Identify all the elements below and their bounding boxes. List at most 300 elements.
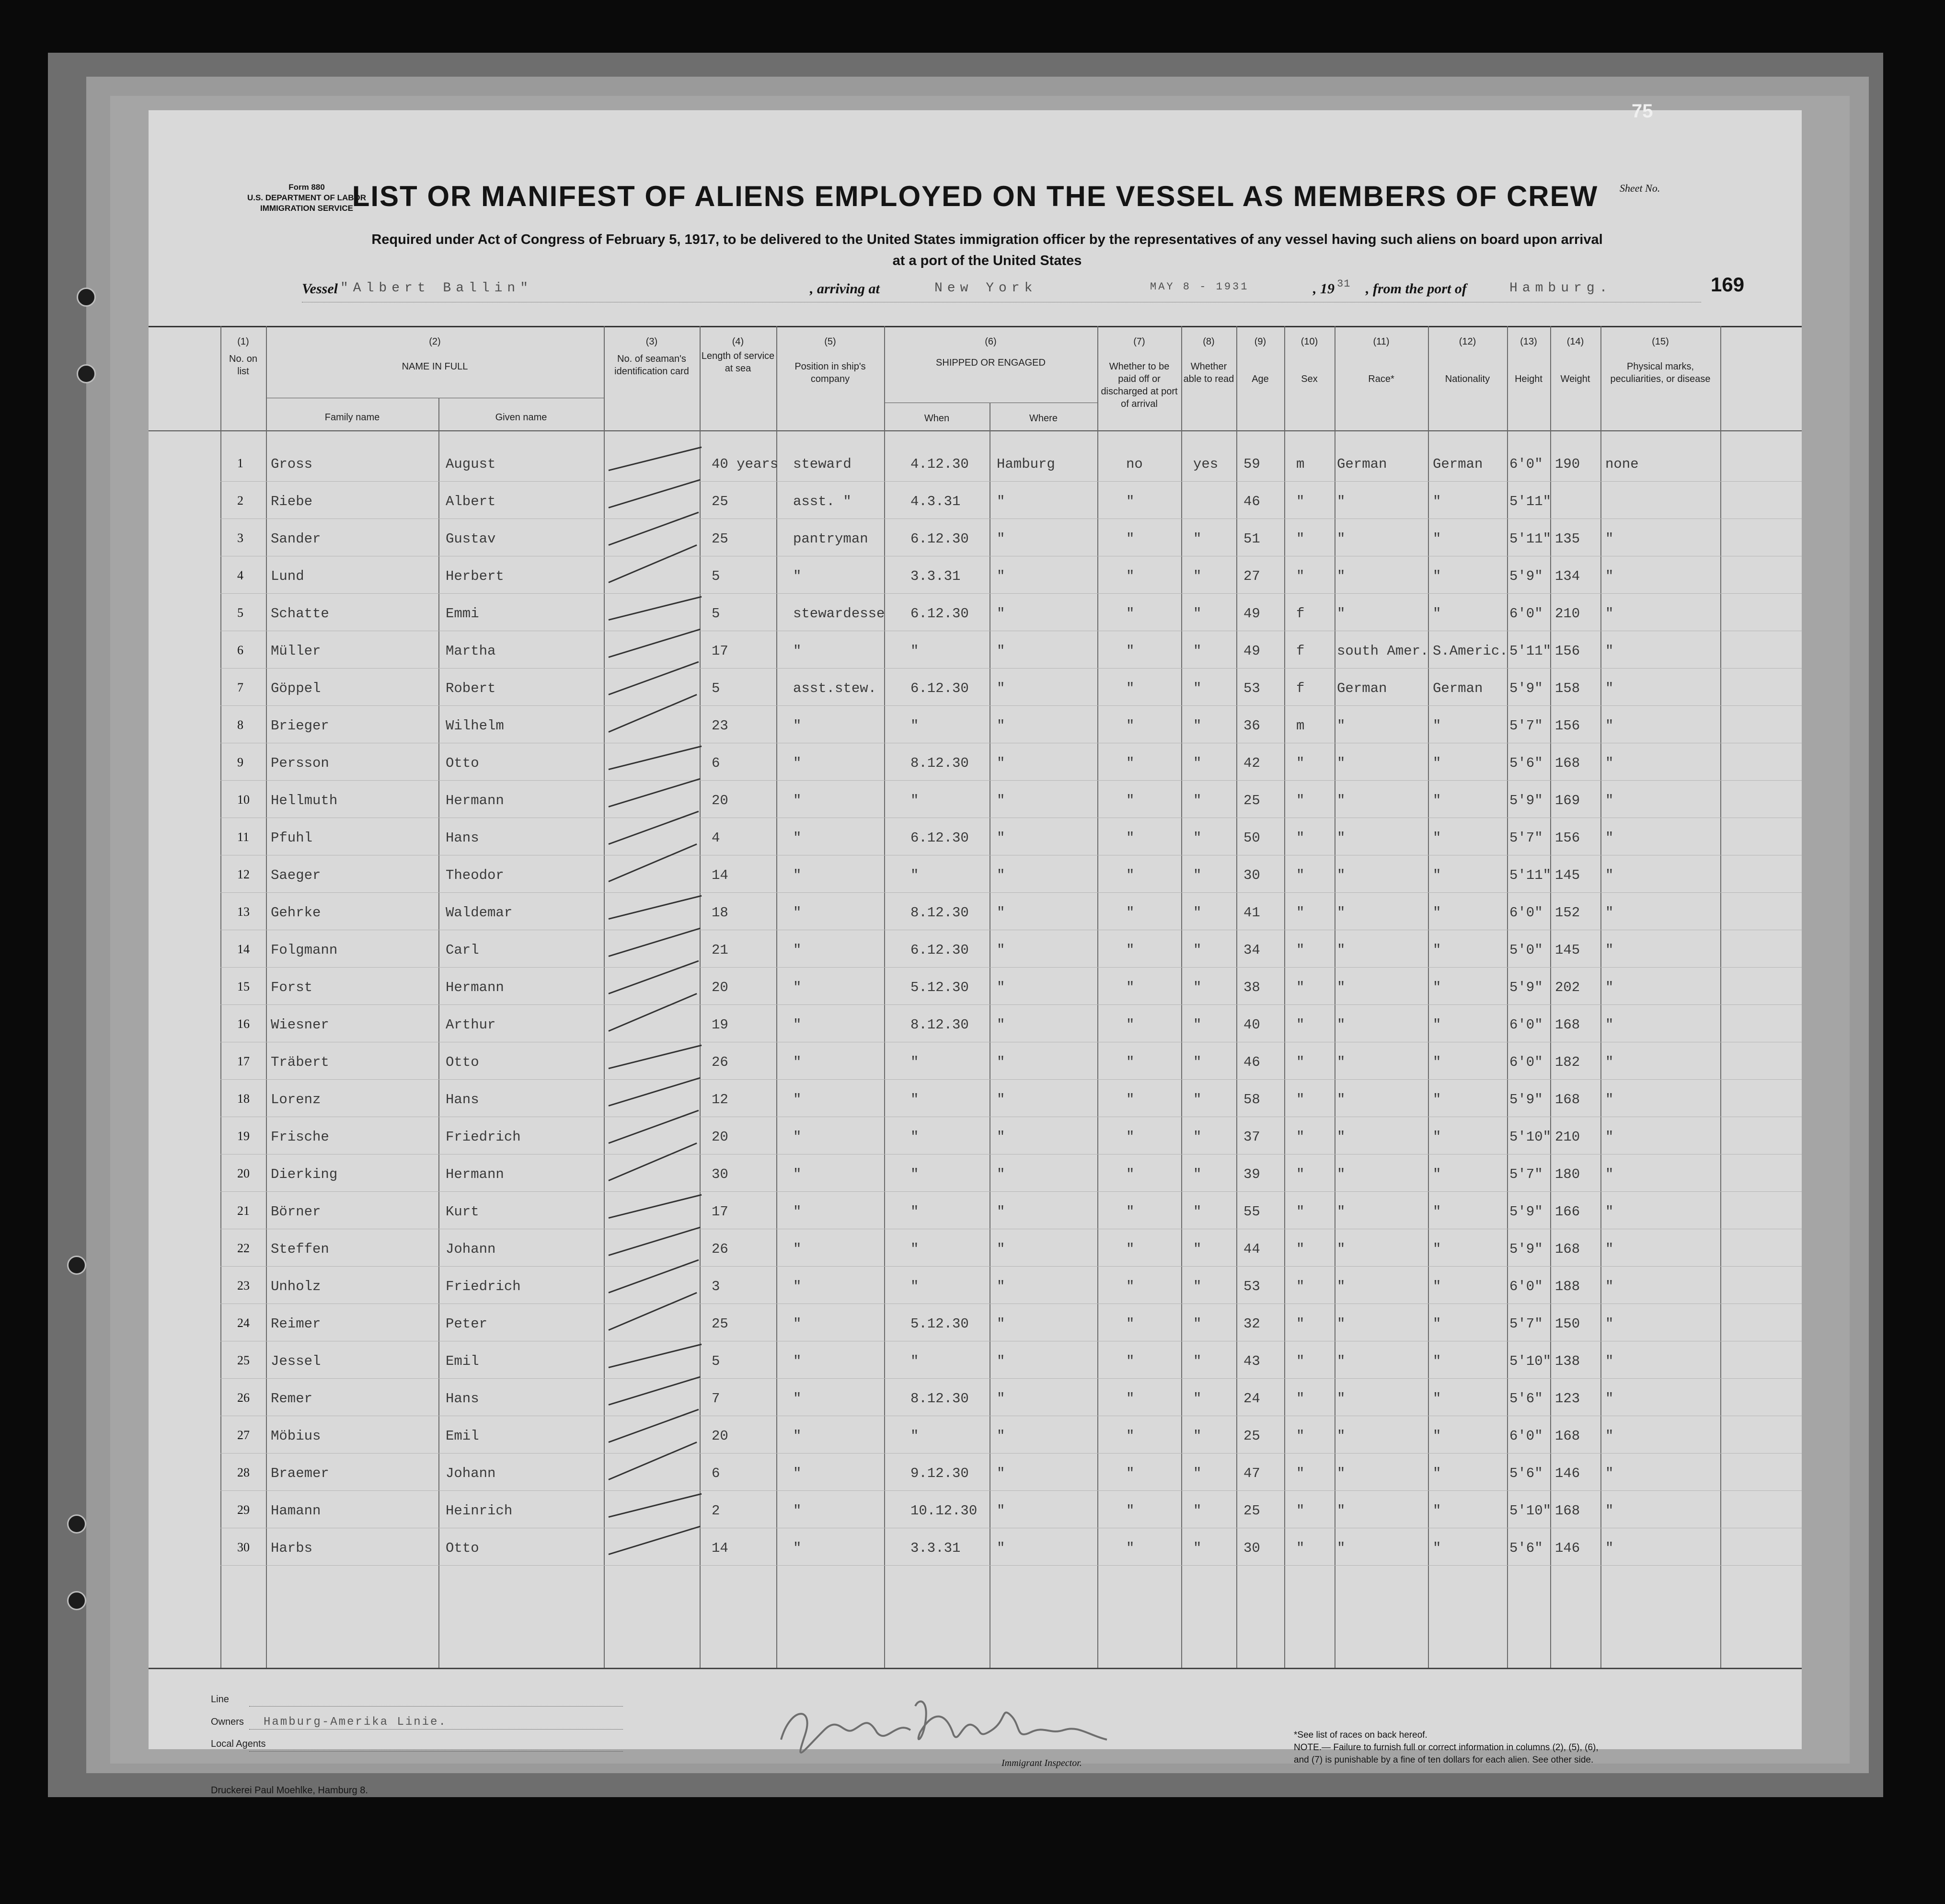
physical-marks: "	[1605, 718, 1614, 734]
position: "	[793, 1017, 802, 1033]
nationality: "	[1433, 867, 1441, 883]
height: 5'7"	[1509, 718, 1543, 734]
race: "	[1337, 1428, 1346, 1444]
service-length: 26	[712, 1054, 728, 1070]
age: 47	[1243, 1466, 1260, 1481]
family-name: Unholz	[271, 1279, 321, 1294]
position: "	[793, 1391, 802, 1407]
age: 40	[1243, 1017, 1260, 1033]
given-name: Hermann	[446, 1166, 504, 1182]
table-row	[149, 1156, 1802, 1194]
family-name: Sander	[271, 531, 321, 547]
service-length: 20	[712, 1428, 728, 1444]
agents-field	[249, 1751, 623, 1752]
col-num: (2)	[429, 336, 441, 347]
family-name: Jessel	[271, 1353, 321, 1369]
family-name: Wiesner	[271, 1017, 329, 1033]
nationality: German	[1433, 456, 1483, 472]
family-name: Pfuhl	[271, 830, 313, 846]
weight: 168	[1555, 1017, 1580, 1033]
paid-off: "	[1126, 494, 1135, 509]
col-header-idcard	[606, 335, 697, 378]
binder-hole	[77, 288, 96, 307]
able-to-read: "	[1193, 830, 1202, 846]
year-prefix: , 19	[1313, 281, 1335, 297]
nationality: "	[1433, 1353, 1441, 1369]
physical-marks: "	[1605, 755, 1614, 771]
sex: f	[1296, 643, 1305, 659]
col-num: (14)	[1566, 336, 1584, 347]
race: "	[1337, 1353, 1346, 1369]
col-title: Weight	[1560, 374, 1590, 384]
shipped-when: 3.3.31	[910, 1540, 961, 1556]
col-header-position	[776, 335, 884, 385]
shipped-where: "	[997, 606, 1005, 622]
sex: "	[1296, 494, 1305, 509]
family-name: Schatte	[271, 606, 329, 622]
given-name: Arthur	[446, 1017, 496, 1033]
sex: "	[1296, 1391, 1305, 1407]
physical-marks: "	[1605, 1316, 1614, 1332]
able-to-read: "	[1193, 1540, 1202, 1556]
family-name: Träbert	[271, 1054, 329, 1070]
row-number: 25	[237, 1353, 250, 1367]
sex: "	[1296, 793, 1305, 808]
col-header-name	[266, 335, 604, 373]
height: 6'0"	[1509, 905, 1543, 921]
weight: 182	[1555, 1054, 1580, 1070]
sex: "	[1296, 1428, 1305, 1444]
weight: 168	[1555, 1241, 1580, 1257]
age: 37	[1243, 1129, 1260, 1145]
shipped-when: "	[910, 718, 919, 734]
age: 32	[1243, 1316, 1260, 1332]
weight: 145	[1555, 942, 1580, 958]
col-num: (6)	[985, 336, 997, 347]
table-row	[149, 857, 1802, 895]
shipped-when: 4.3.31	[910, 494, 961, 509]
service-length: 4	[712, 830, 720, 846]
table-row	[149, 483, 1802, 521]
col-title: No. on list	[229, 354, 257, 377]
race: "	[1337, 1241, 1346, 1257]
able-to-read: "	[1193, 1241, 1202, 1257]
table-row	[149, 969, 1802, 1007]
given-name: Emil	[446, 1428, 479, 1444]
height: 5'6"	[1509, 1391, 1543, 1407]
col-header-service	[700, 335, 776, 375]
able-to-read: "	[1193, 681, 1202, 696]
table-row	[149, 558, 1802, 596]
family-name: Gehrke	[271, 905, 321, 921]
shipped-when: 8.12.30	[910, 755, 969, 771]
weight: 210	[1555, 1129, 1580, 1145]
table-row	[149, 1006, 1802, 1045]
shipped-where: Hamburg	[997, 456, 1055, 472]
race: "	[1337, 1391, 1346, 1407]
shipped-when: "	[910, 1129, 919, 1145]
age: 50	[1243, 830, 1260, 846]
physical-marks: "	[1605, 1054, 1614, 1070]
nationality: "	[1433, 568, 1441, 584]
col-title: SHIPPED OR ENGAGED	[936, 358, 1046, 368]
able-to-read: "	[1193, 1503, 1202, 1519]
sex: "	[1296, 1092, 1305, 1108]
shipped-when: "	[910, 867, 919, 883]
shipped-where: "	[997, 1428, 1005, 1444]
col-title: Age	[1252, 374, 1269, 384]
row-number: 9	[237, 755, 243, 769]
paid-off: "	[1126, 942, 1135, 958]
family-name: Reimer	[271, 1316, 321, 1332]
service-length: 3	[712, 1279, 720, 1294]
row-number: 13	[237, 905, 250, 919]
physical-marks: "	[1605, 1540, 1614, 1556]
height: 5'9"	[1509, 1092, 1543, 1108]
weight: 146	[1555, 1540, 1580, 1556]
race: "	[1337, 1054, 1346, 1070]
col-header-where: Where	[1029, 413, 1058, 424]
binder-hole	[67, 1256, 86, 1275]
ruled-line	[220, 1490, 1802, 1491]
race: "	[1337, 1279, 1346, 1294]
family-name: Forst	[271, 980, 313, 995]
shipped-when: 8.12.30	[910, 1391, 969, 1407]
age: 27	[1243, 568, 1260, 584]
age: 53	[1243, 681, 1260, 696]
age: 43	[1243, 1353, 1260, 1369]
able-to-read: "	[1193, 1279, 1202, 1294]
height: 5'9"	[1509, 793, 1543, 808]
shipped-where: "	[997, 867, 1005, 883]
position: "	[793, 1353, 802, 1369]
vessel-line	[302, 278, 1701, 302]
service-length: 25	[712, 494, 728, 509]
paid-off: "	[1126, 568, 1135, 584]
paid-off: "	[1126, 718, 1135, 734]
position: "	[793, 830, 802, 846]
ruled-line	[220, 1453, 1802, 1454]
table-row	[149, 633, 1802, 671]
physical-marks: "	[1605, 643, 1614, 659]
shipped-when: 8.12.30	[910, 1017, 969, 1033]
shipped-where: "	[997, 1054, 1005, 1070]
weight: 169	[1555, 793, 1580, 808]
position: "	[793, 793, 802, 808]
height: 6'0"	[1509, 1054, 1543, 1070]
shipped-when: 3.3.31	[910, 568, 961, 584]
table-row	[149, 1193, 1802, 1232]
sex: "	[1296, 531, 1305, 547]
physical-marks: "	[1605, 1503, 1614, 1519]
subtitle	[292, 229, 1682, 271]
service-length: 17	[712, 1204, 728, 1220]
binder-hole	[67, 1591, 86, 1610]
family-name: Göppel	[271, 681, 321, 696]
nationality: "	[1433, 718, 1441, 734]
ruled-line	[220, 892, 1802, 893]
given-name: Peter	[446, 1316, 488, 1332]
height: 5'11"	[1509, 531, 1552, 547]
able-to-read: "	[1193, 980, 1202, 995]
nationality: "	[1433, 1466, 1441, 1481]
age: 25	[1243, 1428, 1260, 1444]
given-name: Theodor	[446, 867, 504, 883]
nationality: "	[1433, 1316, 1441, 1332]
sex: "	[1296, 867, 1305, 883]
shipped-when: 5.12.30	[910, 980, 969, 995]
header-bottom-line	[149, 430, 1802, 431]
race: "	[1337, 905, 1346, 921]
shipped-when: "	[910, 643, 919, 659]
weight: 210	[1555, 606, 1580, 622]
given-name: Herbert	[446, 568, 504, 584]
paid-off: "	[1126, 1092, 1135, 1108]
col-title: Whether able to read	[1183, 361, 1234, 384]
service-length: 14	[712, 867, 728, 883]
position: "	[793, 643, 802, 659]
row-number: 30	[237, 1540, 250, 1554]
age: 36	[1243, 718, 1260, 734]
family-name: Müller	[271, 643, 321, 659]
race: "	[1337, 1540, 1346, 1556]
given-name: Hans	[446, 1391, 479, 1407]
nationality: "	[1433, 1241, 1441, 1257]
service-length: 20	[712, 980, 728, 995]
year-value: 31	[1337, 278, 1351, 290]
given-name: Carl	[446, 942, 479, 958]
sex: "	[1296, 905, 1305, 921]
weight: 166	[1555, 1204, 1580, 1220]
paid-off: "	[1126, 905, 1135, 921]
position: "	[793, 980, 802, 995]
ruled-line	[220, 593, 1802, 594]
height: 5'9"	[1509, 1241, 1543, 1257]
shipped-when: "	[910, 1353, 919, 1369]
sheet-no-label: Sheet No.	[1620, 182, 1660, 194]
sex: "	[1296, 1503, 1305, 1519]
shipped-where: "	[997, 681, 1005, 696]
paid-off: "	[1126, 531, 1135, 547]
row-number: 2	[237, 494, 243, 508]
given-name: Otto	[446, 755, 479, 771]
able-to-read: "	[1193, 1428, 1202, 1444]
physical-marks: "	[1605, 1353, 1614, 1369]
col-num: (11)	[1373, 336, 1390, 347]
sex: "	[1296, 755, 1305, 771]
age: 25	[1243, 793, 1260, 808]
service-length: 18	[712, 905, 728, 921]
table-row	[149, 520, 1802, 559]
table-row	[149, 1380, 1802, 1419]
shipped-when: 6.12.30	[910, 606, 969, 622]
shipped-where: "	[997, 1129, 1005, 1145]
sex: m	[1296, 456, 1305, 472]
given-name: Otto	[446, 1054, 479, 1070]
table-row	[149, 1343, 1802, 1381]
position: "	[793, 1540, 802, 1556]
height: 5'9"	[1509, 681, 1543, 696]
shipped-where: "	[997, 942, 1005, 958]
age: 49	[1243, 643, 1260, 659]
shipped-when: "	[910, 1092, 919, 1108]
given-name: Johann	[446, 1241, 496, 1257]
service-length: 20	[712, 793, 728, 808]
age: 39	[1243, 1166, 1260, 1182]
row-number: 7	[237, 681, 243, 694]
able-to-read: "	[1193, 643, 1202, 659]
nationality: "	[1433, 1166, 1441, 1182]
col-num: (12)	[1459, 336, 1476, 347]
able-to-read: "	[1193, 606, 1202, 622]
row-number: 15	[237, 980, 250, 993]
col-title: Position in ship's company	[794, 361, 866, 384]
weight: 188	[1555, 1279, 1580, 1294]
paid-off: "	[1126, 681, 1135, 696]
subtitle-line-1: Required under Act of Congress of February 5, 1917, to be delivered to the United States immigration officer by the representatives of any vessel having such aliens on board upon arrival	[371, 232, 1603, 247]
given-name: Hans	[446, 830, 479, 846]
given-name: August	[446, 456, 496, 472]
vessel-name: "Albert Ballin"	[340, 281, 533, 296]
note-races: *See list of races on back hereof.	[1294, 1730, 1427, 1740]
inspector-signature	[771, 1687, 1136, 1759]
form-number: Form 880	[288, 183, 325, 192]
shipped-where: "	[997, 1353, 1005, 1369]
able-to-read: "	[1193, 942, 1202, 958]
given-name: Emmi	[446, 606, 479, 622]
physical-marks: "	[1605, 531, 1614, 547]
printer-imprint: Druckerei Paul Moehlke, Hamburg 8.	[211, 1785, 368, 1796]
shipped-when: 8.12.30	[910, 905, 969, 921]
race: German	[1337, 681, 1387, 696]
table-row	[149, 745, 1802, 783]
height: 5'6"	[1509, 1466, 1543, 1481]
manifest-sheet	[149, 110, 1802, 1796]
shipped-where: "	[997, 1503, 1005, 1519]
row-number: 18	[237, 1092, 250, 1106]
position: "	[793, 1092, 802, 1108]
age: 24	[1243, 1391, 1260, 1407]
nationality: "	[1433, 1391, 1441, 1407]
ruled-line	[220, 668, 1802, 669]
height: 6'0"	[1509, 606, 1543, 622]
shipped-when: 10.12.30	[910, 1503, 978, 1519]
position: "	[793, 1428, 802, 1444]
able-to-read: "	[1193, 531, 1202, 547]
col-num: (13)	[1520, 336, 1537, 347]
shipped-when: "	[910, 1279, 919, 1294]
height: 6'0"	[1509, 1017, 1543, 1033]
table-row	[149, 932, 1802, 970]
shipped-where: "	[997, 1166, 1005, 1182]
sex: "	[1296, 1540, 1305, 1556]
paid-off: "	[1126, 793, 1135, 808]
shipped-when: 6.12.30	[910, 531, 969, 547]
able-to-read: "	[1193, 1092, 1202, 1108]
shipped-where: "	[997, 643, 1005, 659]
row-number: 11	[237, 830, 250, 844]
physical-marks: "	[1605, 1391, 1614, 1407]
given-name: Hermann	[446, 980, 504, 995]
race: "	[1337, 718, 1346, 734]
arrival-date: MAY 8 - 1931	[1150, 281, 1249, 293]
service-length: 17	[712, 643, 728, 659]
shipped-where: "	[997, 568, 1005, 584]
service-length: 5	[712, 681, 720, 696]
given-name: Friedrich	[446, 1129, 521, 1145]
weight: 150	[1555, 1316, 1580, 1332]
paid-off: "	[1126, 980, 1135, 995]
height: 6'0"	[1509, 1279, 1543, 1294]
arriving-label: , arriving at	[810, 281, 880, 297]
given-name: Albert	[446, 494, 496, 509]
col-header-shipped	[884, 335, 1097, 369]
sex: "	[1296, 1279, 1305, 1294]
age: 34	[1243, 942, 1260, 958]
col-num: (4)	[732, 336, 744, 347]
col-title: Physical marks, peculiarities, or disease	[1610, 361, 1711, 384]
row-number: 26	[237, 1391, 250, 1405]
physical-marks: "	[1605, 1241, 1614, 1257]
shipped-where: "	[997, 980, 1005, 995]
age: 49	[1243, 606, 1260, 622]
row-number: 16	[237, 1017, 250, 1031]
position: stewardesse	[793, 606, 885, 622]
given-name: Robert	[446, 681, 496, 696]
race: "	[1337, 568, 1346, 584]
race: "	[1337, 1466, 1346, 1481]
shipped-when: "	[910, 1241, 919, 1257]
shipped-where: "	[997, 1241, 1005, 1257]
age: 42	[1243, 755, 1260, 771]
from-port-label: , from the port of	[1366, 281, 1467, 297]
paid-off: no	[1126, 456, 1143, 472]
nationality: "	[1433, 1017, 1441, 1033]
height: 5'11"	[1509, 494, 1552, 509]
nationality: "	[1433, 494, 1441, 509]
height: 5'11"	[1509, 643, 1552, 659]
physical-marks: "	[1605, 1092, 1614, 1108]
able-to-read: yes	[1193, 456, 1219, 472]
position: "	[793, 1503, 802, 1519]
row-number: 4	[237, 568, 243, 582]
weight: 123	[1555, 1391, 1580, 1407]
service-length: 6	[712, 755, 720, 771]
able-to-read: "	[1193, 867, 1202, 883]
physical-marks: "	[1605, 1204, 1614, 1220]
table-row	[149, 1530, 1802, 1568]
sex: "	[1296, 1204, 1305, 1220]
col-title: Height	[1515, 374, 1542, 384]
age: 41	[1243, 905, 1260, 921]
ruled-line	[220, 967, 1802, 968]
weight: 138	[1555, 1353, 1580, 1369]
from-port: Hamburg.	[1509, 281, 1612, 296]
family-name: Dierking	[271, 1166, 338, 1182]
row-number: 21	[237, 1204, 250, 1218]
shipped-where: "	[997, 1092, 1005, 1108]
physical-marks: "	[1605, 681, 1614, 696]
service-length: 5	[712, 606, 720, 622]
row-number: 8	[237, 718, 243, 732]
family-name: Folgmann	[271, 942, 338, 958]
physical-marks: "	[1605, 568, 1614, 584]
able-to-read: "	[1193, 568, 1202, 584]
inspector-label: Immigrant Inspector.	[1001, 1758, 1082, 1768]
row-number: 1	[237, 456, 243, 470]
ruled-line	[220, 780, 1802, 781]
sex: "	[1296, 1316, 1305, 1332]
